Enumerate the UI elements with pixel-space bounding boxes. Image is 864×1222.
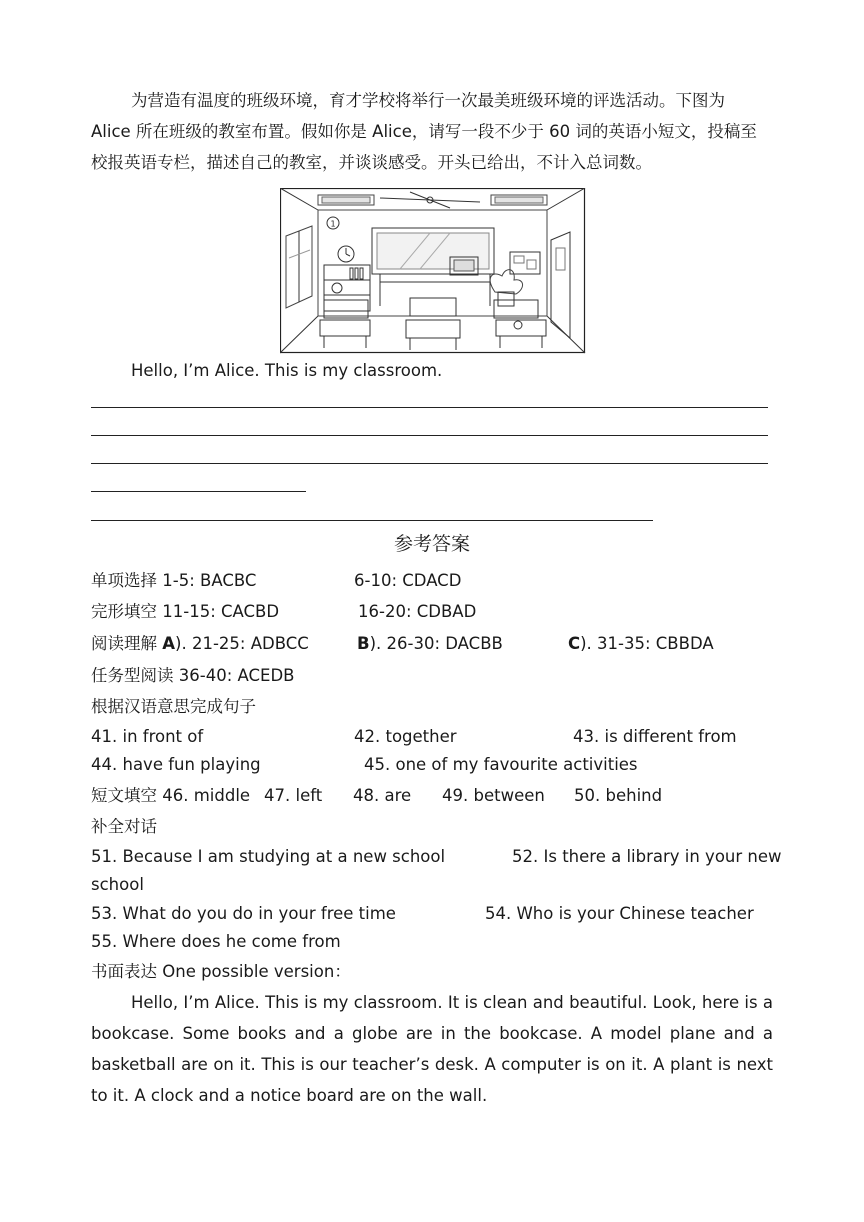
answer-line-3 [91,463,768,464]
reading-label: 阅读理解 [91,634,157,653]
answers-title: 参考答案 [393,533,470,555]
answer-49: 49. between [442,786,545,805]
answer-52: 52. Is there a library in your new [512,847,782,866]
answer-line-2 [91,435,768,436]
answer-44: 44. have fun playing [91,755,261,774]
answer-line-4 [91,491,306,492]
essay-opening: Hello, I’m Alice. This is my classroom. [131,361,443,380]
prompt-line-2: Alice 所在班级的教室布置。假如你是 Alice，请写一段不少于 60 词的英语小短文，投稿至 [91,122,757,141]
classroom-illustration [280,188,586,354]
reading-a [91,633,309,655]
cloze-1: 完形填空 11-15: CACBD [91,602,280,621]
reading-a-answers: ). 21-25: ADBCC [175,634,309,653]
answer-42: 42. together [354,727,457,746]
reading-b [357,633,503,655]
reading-b-answers: ). 26-30: DACBB [369,634,503,653]
reading-c-answers: ). 31-35: CBBDA [580,634,714,653]
writing-sample: Hello, I’m Alice. This is my classroom. It is clean and beautiful. Look, here is a bookcase. Some books and a globe are in the bookcase. A model plane and a basketball are on it. This is our teacher’s desk. A computer is on it. A plant is next to it. A clock and a notice board are on the wall. [91,993,773,1105]
answer-43: 43. is different from [573,727,737,746]
dialogue-label: 补全对话 [91,817,157,836]
prompt-line-3: 校报英语专栏，描述自己的教室，并谈谈感受。开头已给出，不计入总词数。 [91,153,652,172]
answer-45: 45. one of my favourite activities [364,755,638,774]
translation-label: 根据汉语意思完成句子 [91,697,256,716]
answer-51: 51. Because I am studying at a new school [91,847,446,866]
illustration-marker: 1 [330,219,336,229]
answer-line-5 [91,520,653,521]
answer-line-1 [91,407,768,408]
answer-55: 55. Where does he come from [91,932,341,951]
reading-c [568,633,714,655]
answer-50: 50. behind [574,786,663,805]
answer-47: 47. left [264,786,323,805]
cloze-2: 16-20: CDBAD [358,602,477,621]
reading-a-letter: A [162,634,176,653]
task-reading: 任务型阅读 36-40: ACEDB [91,666,295,685]
reading-b-letter: B [357,634,370,653]
prompt-line-1: 为营造有温度的班级环境，育才学校将举行一次最美班级环境的评选活动。下图为 [131,91,725,110]
answer-53: 53. What do you do in your free time [91,904,396,923]
single-choice-1: 单项选择 1-5: BACBC [91,571,257,590]
answer-52-continued: school [91,875,144,894]
answer-41: 41. in front of [91,727,204,746]
single-choice-2: 6-10: CDACD [354,571,462,590]
answer-54: 54. Who is your Chinese teacher [485,904,754,923]
reading-c-letter: C [568,634,581,653]
answer-48: 48. are [353,786,412,805]
answer-46: 短文填空 46. middle [91,786,251,805]
writing-label: 书面表达 One possible version： [91,962,351,981]
